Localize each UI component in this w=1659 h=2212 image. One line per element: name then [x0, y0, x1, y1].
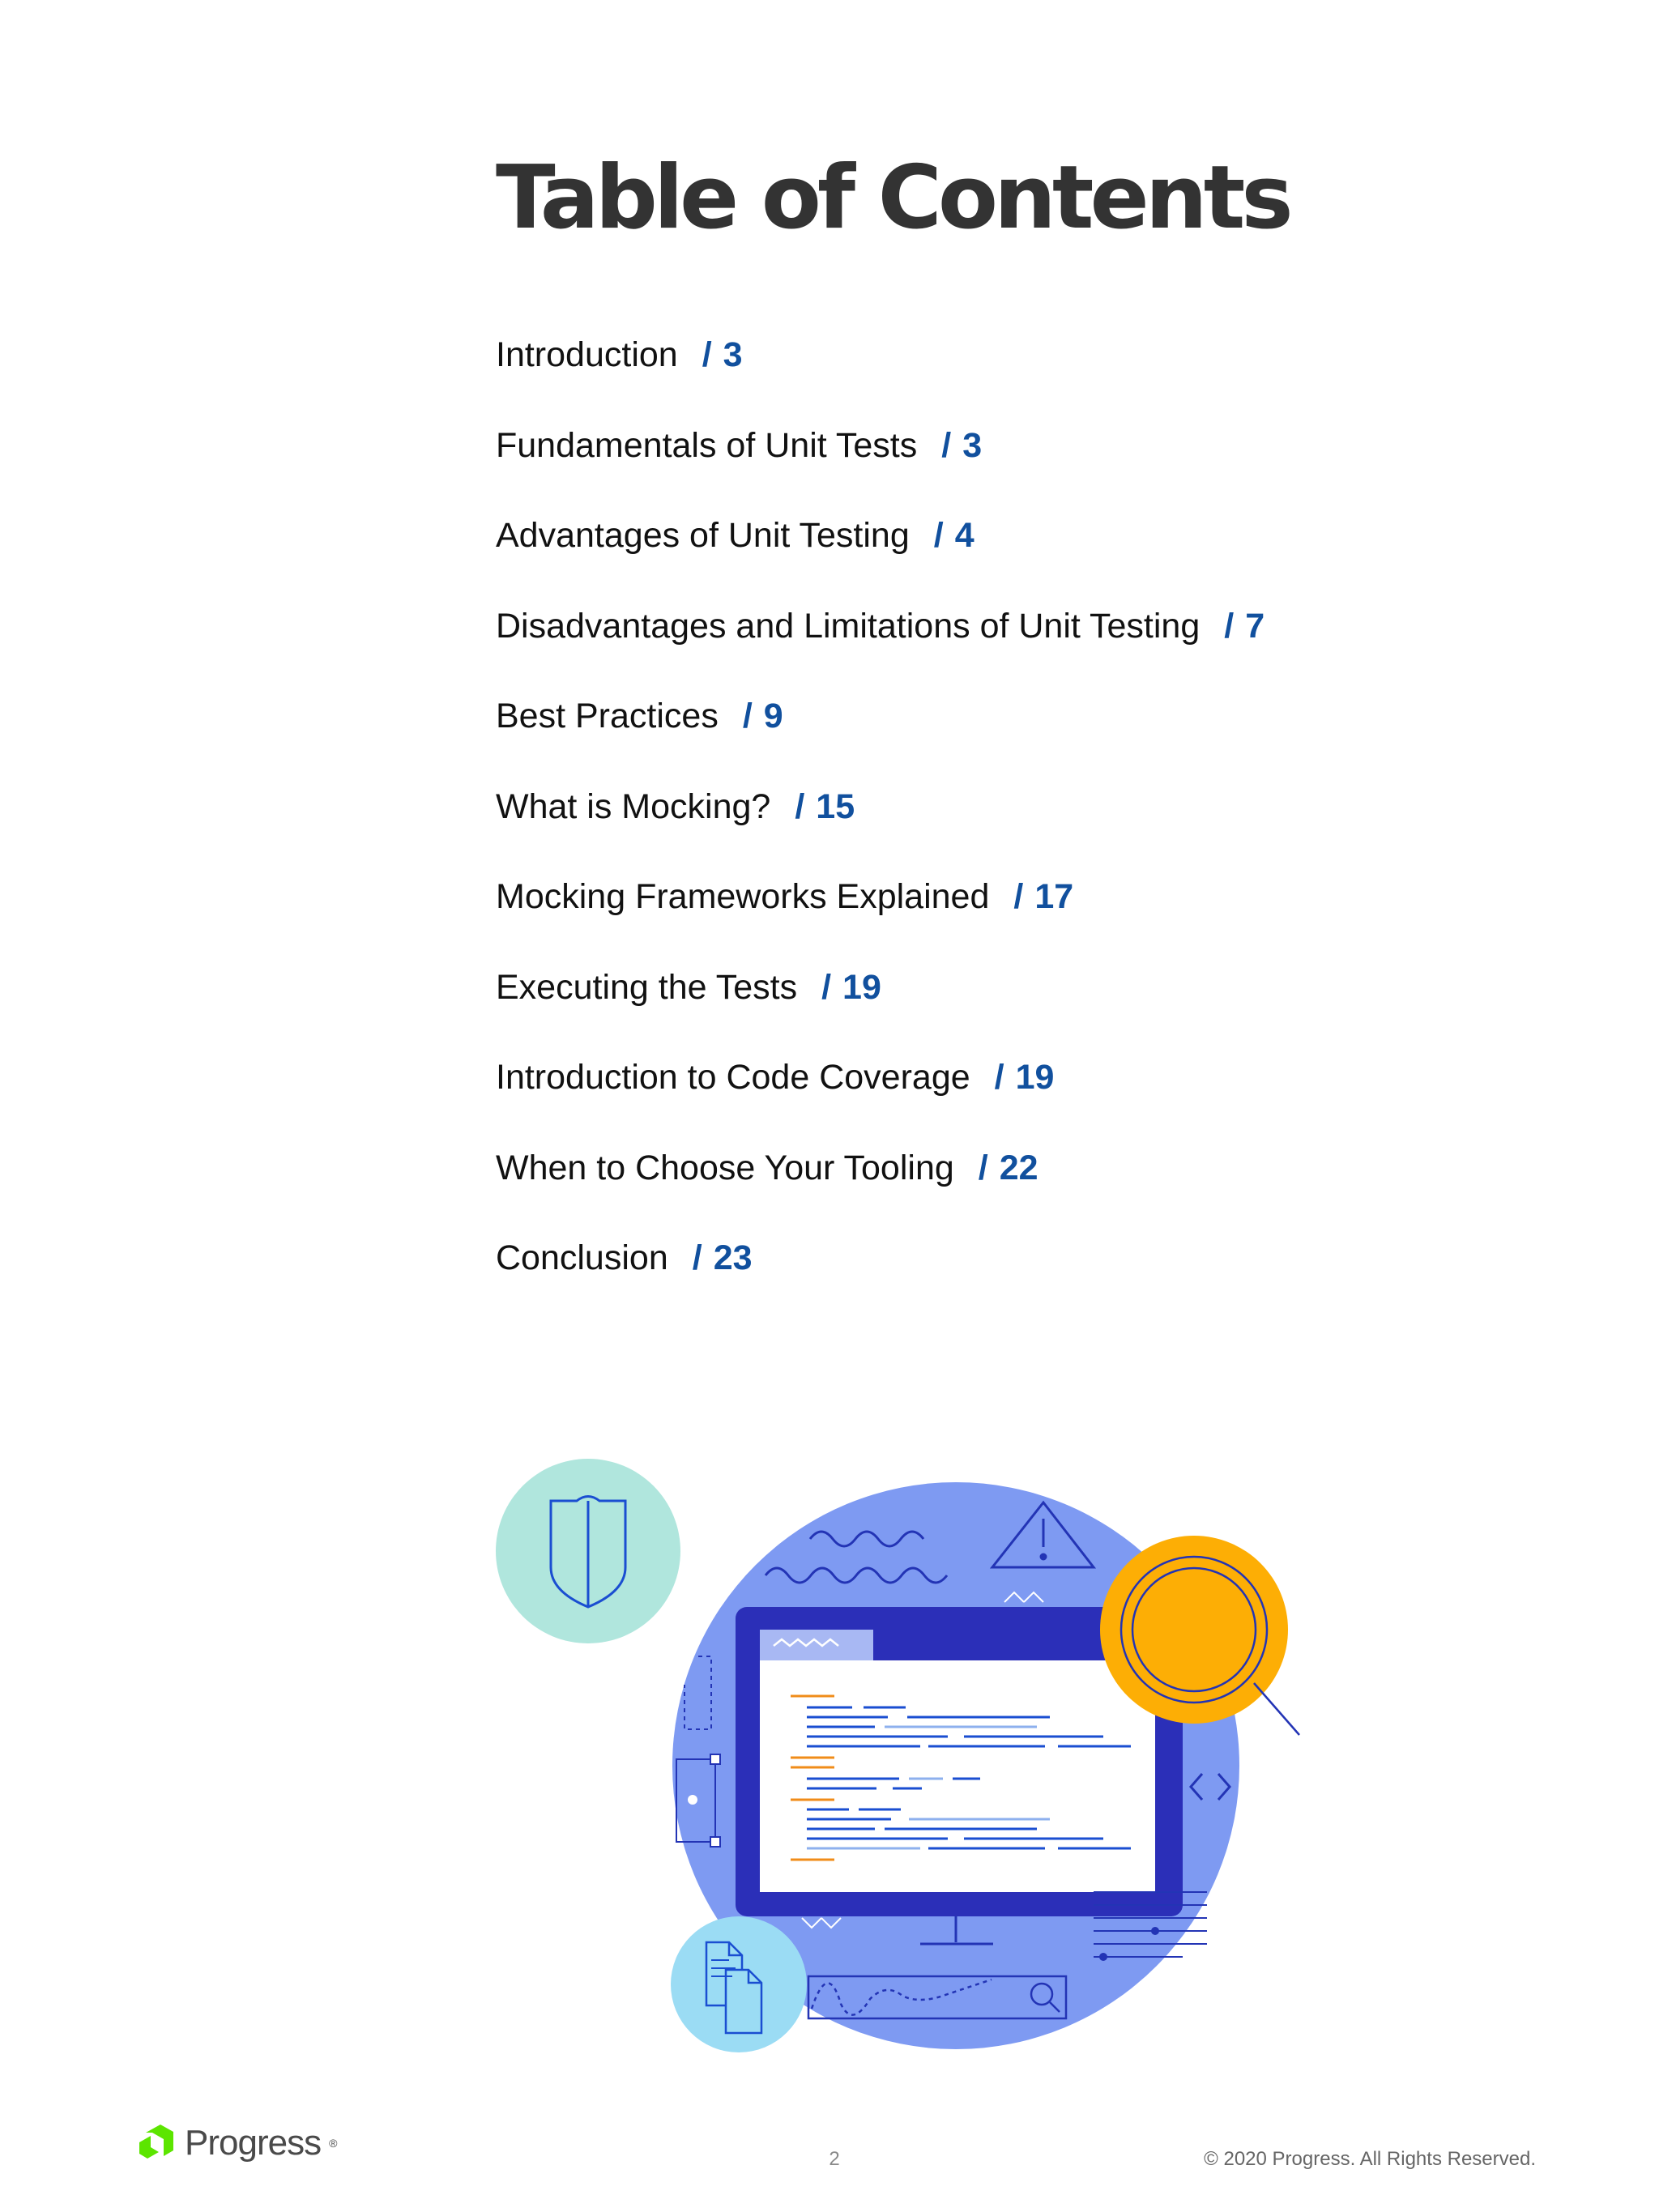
toc-item[interactable] — [496, 505, 1265, 595]
toc-separator: / — [795, 786, 805, 826]
toc-separator: / — [821, 967, 832, 1007]
toc-item[interactable] — [496, 1227, 1265, 1318]
brand-registered-mark: ® — [329, 2137, 338, 2150]
toc-separator: / — [692, 1238, 702, 1277]
progress-logo-icon — [139, 2125, 177, 2162]
toc-page-number: 9 — [763, 697, 783, 735]
toc-item-label: Best Practices — [496, 697, 719, 735]
page-title: Table of Contents — [496, 147, 1290, 249]
toc-separator: / — [1013, 877, 1024, 916]
toc-item[interactable] — [496, 685, 1265, 776]
toc-separator: / — [941, 425, 952, 465]
toc-item-label: What is Mocking? — [496, 786, 771, 826]
toc-item-label: Mocking Frameworks Explained — [496, 877, 990, 916]
toc-page-number: 22 — [999, 1148, 1038, 1187]
toc-item-label: Advantages of Unit Testing — [496, 516, 910, 555]
documents-icon — [671, 1916, 807, 2052]
testing-illustration — [486, 1450, 1312, 2073]
toc-item-label: Executing the Tests — [496, 967, 798, 1007]
progress-logo[interactable] — [139, 2120, 337, 2166]
toc-page-number: 7 — [1245, 606, 1265, 646]
toc-page-number: 3 — [723, 335, 743, 374]
toc-page-number: 17 — [1034, 877, 1074, 916]
toc-item[interactable] — [496, 776, 1265, 867]
toc-separator: / — [1224, 606, 1235, 646]
toc-item-label: Introduction — [496, 335, 678, 374]
toc-item[interactable] — [496, 415, 1265, 505]
toc-item-label: When to Choose Your Tooling — [496, 1148, 954, 1187]
toc-item[interactable] — [496, 1137, 1265, 1228]
brand-name: Progress — [185, 2123, 322, 2163]
toc-item-label: Disadvantages and Limitations of Unit Testing — [496, 606, 1201, 646]
toc-separator: / — [994, 1058, 1004, 1097]
toc-item[interactable] — [496, 595, 1265, 686]
toc-page-number: 3 — [962, 425, 983, 465]
toc-separator: / — [742, 697, 753, 735]
toc-list — [496, 324, 1265, 1318]
shield-icon — [496, 1459, 680, 1643]
toc-separator: / — [702, 335, 712, 374]
toc-page-number: 19 — [842, 967, 881, 1007]
toc-item-label: Introduction to Code Coverage — [496, 1058, 970, 1097]
toc-page-number: 19 — [1015, 1058, 1055, 1097]
page-number: 2 — [829, 2148, 840, 2170]
toc-item[interactable] — [496, 1046, 1265, 1137]
toc-item-label: Fundamentals of Unit Tests — [496, 425, 918, 465]
toc-separator: / — [933, 516, 944, 555]
copyright-notice: © 2020 Progress. All Rights Reserved. — [1204, 2148, 1536, 2170]
toc-page-number: 4 — [954, 516, 975, 555]
toc-page-number: 23 — [713, 1238, 753, 1277]
toc-item[interactable] — [496, 324, 1265, 415]
toc-page-number: 15 — [816, 786, 855, 826]
toc-item[interactable] — [496, 957, 1265, 1047]
toc-item[interactable] — [496, 866, 1265, 957]
toc-item-label: Conclusion — [496, 1238, 668, 1277]
toc-separator: / — [978, 1148, 988, 1187]
